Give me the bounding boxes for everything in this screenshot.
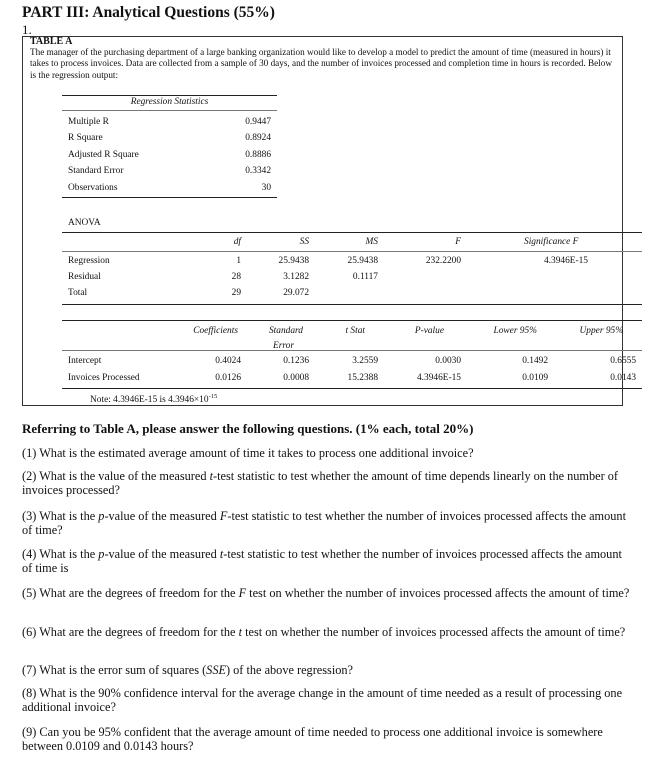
anova-cell-ms: 0.1117 <box>352 272 378 282</box>
coef-row-label: Invoices Processed <box>68 373 140 383</box>
regstats-label: R Square <box>68 133 103 143</box>
questions-heading: Referring to Table A, please answer the following questions. (1% each, total 20%) <box>22 421 474 436</box>
regstats-top-rule <box>62 95 277 96</box>
coef-top-rule <box>62 320 642 321</box>
question-8: (8) What is the 90% confidence interval for the average change in the amount of time needed as a result of processing one additional invoice? <box>22 686 623 715</box>
regstats-bottom-rule <box>62 197 277 198</box>
coef-header-rule <box>62 350 642 351</box>
table-a-description: The manager of the purchasing department of a large banking organization would like to develop a model to predict the amount of time (measured in hours) it takes to process invoices. Data are collected from a sample of 30 days, and the number of invoices processed and completion time in hours is recorded. Below is the regression output: <box>30 47 612 80</box>
coef-header-se-line2: Error <box>272 341 294 351</box>
anova-cell-ss: 25.9438 <box>278 256 309 266</box>
anova-header-ms: MS <box>365 237 378 247</box>
regstats-header: Regression Statistics <box>130 97 209 107</box>
table-note-text: Note: 4.3946E-15 is 4.3946×10 <box>90 395 209 405</box>
regstats-value: 0.9447 <box>245 117 271 127</box>
coef-header-se-line1: Standard <box>268 326 303 336</box>
regstats-value: 0.8924 <box>245 133 271 143</box>
anova-bottom-rule <box>62 304 642 305</box>
coef-cell-lower95: 0.0109 <box>522 373 548 383</box>
coef-cell-pvalue: 0.0030 <box>435 356 461 366</box>
question-9: (9) Can you be 95% confident that the average amount of time needed to process one additional invoice is somewhere between 0.0109 and 0.0143 hours? <box>22 725 603 754</box>
coef-cell-coefficient: 0.4024 <box>215 356 241 366</box>
regstats-value: 0.3342 <box>245 166 271 176</box>
table-a-title: TABLE A <box>30 36 73 47</box>
coef-header-pvalue: P-value <box>414 326 444 336</box>
table-note <box>90 393 217 405</box>
coef-cell-se: 0.1236 <box>283 356 309 366</box>
question-7: (7) What is the error sum of squares (SSE) of the above regression? <box>22 663 354 677</box>
anova-cell-ms: 25.9438 <box>347 256 378 266</box>
coef-cell-upper95: 0.6555 <box>610 356 636 366</box>
question-2: (2) What is the value of the measured t-test statistic to test whether the amount of time depends linearly on the number of invoices processed? <box>22 469 619 498</box>
regstats-value: 0.8886 <box>245 150 271 160</box>
anova-cell-significance: 4.3946E-15 <box>543 256 588 266</box>
anova-cell-df: 1 <box>236 256 241 266</box>
anova-cell-ss: 3.1282 <box>283 272 309 282</box>
anova-header-f: F <box>455 237 461 247</box>
anova-top-rule <box>62 232 642 233</box>
anova-header-df: df <box>233 237 241 247</box>
anova-header-ss: SS <box>299 237 309 247</box>
coef-cell-upper95: 0.0143 <box>610 373 636 383</box>
part-title: PART III: Analytical Questions (55%) <box>22 4 275 21</box>
coef-cell-tstat: 15.2388 <box>347 373 378 383</box>
regstats-header-rule <box>62 110 277 111</box>
question-1: (1) What is the estimated average amount of time it takes to process one additional invoice? <box>22 446 474 460</box>
anova-cell-ss: 29.072 <box>283 288 309 298</box>
question-3: (3) What is the p-value of the measured F-test statistic to test whether the number of invoices processed affects the amount of time? <box>22 509 626 538</box>
regstats-label: Adjusted R Square <box>68 150 139 160</box>
question-5: (5) What are the degrees of freedom for the F test on whether the number of invoices processed affects the amount of time? <box>22 586 630 600</box>
question-number: 1. <box>22 22 32 37</box>
coef-row-label: Intercept <box>68 356 102 366</box>
question-4: (4) What is the p-value of the measured t-test statistic to test whether the number of invoices processed affects the amount of time is <box>22 547 622 576</box>
anova-header-significance: Significance F <box>524 237 579 247</box>
table-note-exponent: -15 <box>208 393 218 400</box>
coef-cell-tstat: 3.2559 <box>352 356 378 366</box>
coef-cell-se: 0.0008 <box>283 373 309 383</box>
regstats-label: Observations <box>68 183 118 193</box>
coef-bottom-rule <box>62 388 642 389</box>
coef-header-upper95: Upper 95% <box>579 326 623 336</box>
coef-cell-pvalue: 4.3946E-15 <box>416 373 461 383</box>
question-6: (6) What are the degrees of freedom for the t test on whether the number of invoices processed affects the amount of time? <box>22 625 626 639</box>
anova-cell-df: 28 <box>231 272 241 282</box>
regstats-label: Standard Error <box>68 166 124 176</box>
anova-cell-f: 232.2200 <box>425 256 461 266</box>
anova-header-rule <box>62 251 642 252</box>
anova-row-label: Residual <box>68 272 101 282</box>
coef-header-coefficients: Coefficients <box>193 326 238 336</box>
coef-header-lower95: Lower 95% <box>493 326 537 336</box>
regstats-label: Multiple R <box>68 117 109 127</box>
anova-row-label: Total <box>68 288 88 298</box>
anova-row-label: Regression <box>68 256 110 266</box>
coef-cell-lower95: 0.1492 <box>522 356 548 366</box>
anova-label: ANOVA <box>68 218 101 228</box>
regstats-value: 30 <box>261 183 271 193</box>
coef-header-tstat: t Stat <box>345 326 365 336</box>
coef-cell-coefficient: 0.0126 <box>215 373 241 383</box>
anova-cell-df: 29 <box>231 288 241 298</box>
